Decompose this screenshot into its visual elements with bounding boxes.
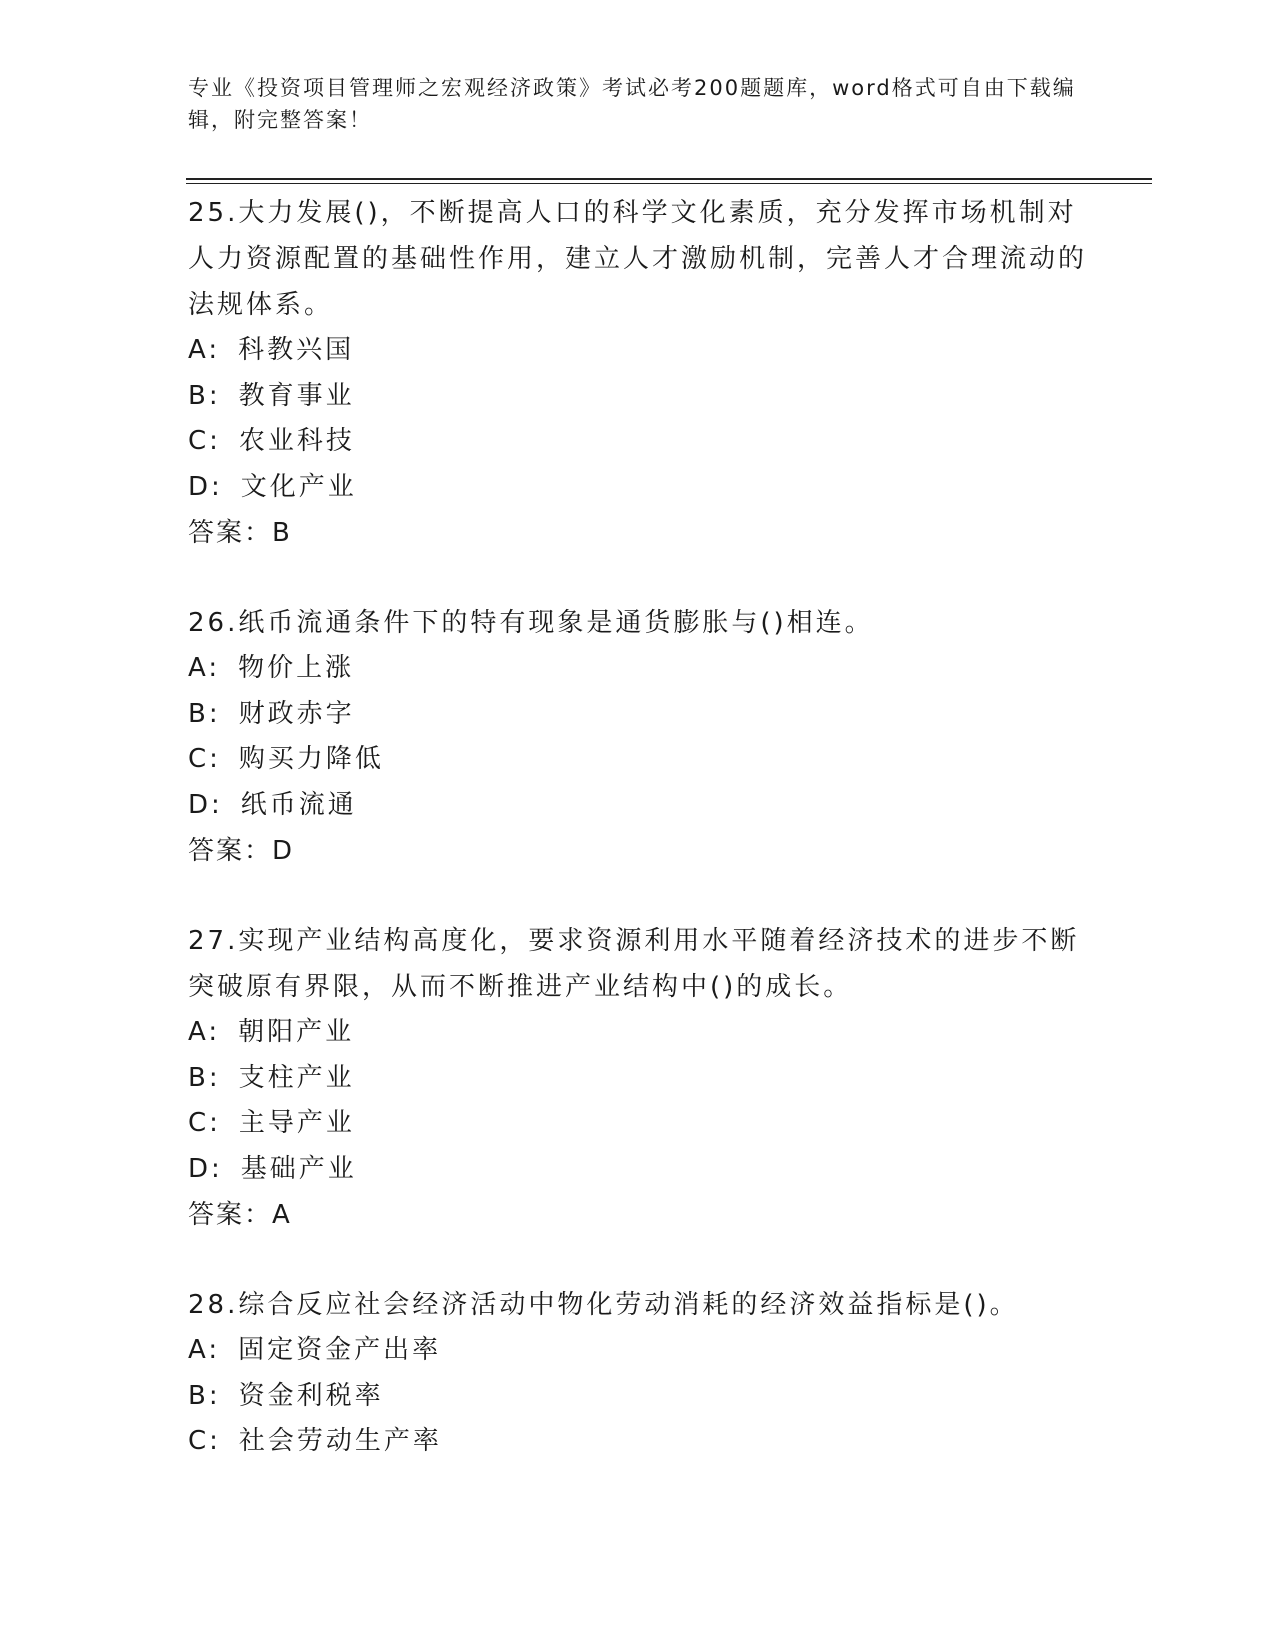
option-letter: A: [188, 653, 221, 683]
option-text: 资金利税率 [238, 1380, 384, 1411]
question-28 [188, 1282, 1088, 1465]
option-letter: A: [188, 1017, 221, 1047]
document-header: 专业《投资项目管理师之宏观经济政策》考试必考200题题库，word格式可自由下载编辑，附完整答案！ [188, 76, 1076, 132]
option-d [188, 1147, 1088, 1193]
answer-line: 答案：B [188, 518, 292, 548]
question-27 [188, 918, 1088, 1238]
option-letter: D: [188, 471, 223, 502]
option-letter: D: [188, 789, 223, 820]
option-text: 财政赤字 [238, 698, 355, 729]
option-letter: C: [188, 426, 221, 456]
option-d [188, 783, 1088, 829]
option-text: 固定资金产出率 [238, 1335, 442, 1365]
header-divider-thick [186, 178, 1152, 180]
option-text: 社会劳动生产率 [238, 1426, 442, 1456]
question-stem: 28.综合反应社会经济活动中物化劳动消耗的经济效益指标是()。 [188, 1290, 1019, 1320]
option-letter: A: [188, 1335, 221, 1365]
option-letter: C: [188, 1426, 221, 1456]
question-stem: 27.实现产业结构高度化，要求资源利用水平随着经济技术的进步不断突破原有界限，从而不断推进产业结构中()的成长。 [188, 926, 1080, 1002]
option-letter: B: [188, 380, 221, 411]
question-list [188, 190, 1088, 1509]
option-letter: B: [188, 1062, 221, 1093]
option-text: 纸币流通 [240, 789, 357, 820]
option-text: 文化产业 [240, 471, 357, 502]
option-text: 物价上涨 [238, 653, 355, 683]
option-letter: C: [188, 744, 221, 774]
answer-line: 答案：D [188, 836, 295, 866]
option-a [188, 328, 1088, 374]
question-26 [188, 600, 1088, 874]
option-c [188, 1101, 1088, 1147]
header-divider-thin [186, 183, 1152, 184]
option-b [188, 374, 1088, 420]
option-b [188, 1374, 1088, 1420]
option-a [188, 1010, 1088, 1056]
option-b [188, 692, 1088, 738]
option-a [188, 646, 1088, 692]
option-c [188, 1419, 1088, 1465]
option-a [188, 1328, 1088, 1374]
option-letter: A: [188, 335, 221, 365]
option-text: 教育事业 [238, 380, 355, 411]
option-c [188, 737, 1088, 783]
option-text: 购买力降低 [238, 744, 384, 774]
question-stem: 25.大力发展()，不断提高人口的科学文化素质，充分发挥市场机制对人力资源配置的基础性作用，建立人才激励机制，完善人才合理流动的法规体系。 [188, 198, 1088, 320]
answer-line: 答案：A [188, 1200, 292, 1230]
option-text: 支柱产业 [238, 1062, 355, 1093]
option-letter: B: [188, 698, 221, 729]
option-letter: C: [188, 1108, 221, 1138]
option-c [188, 419, 1088, 465]
option-text: 朝阳产业 [238, 1017, 355, 1047]
option-letter: B: [188, 1380, 221, 1411]
option-b [188, 1056, 1088, 1102]
option-text: 基础产业 [240, 1153, 357, 1184]
option-text: 主导产业 [238, 1108, 355, 1138]
question-stem: 26.纸币流通条件下的特有现象是通货膨胀与()相连。 [188, 608, 874, 638]
question-25 [188, 190, 1088, 556]
option-letter: D: [188, 1153, 223, 1184]
option-d [188, 465, 1088, 511]
option-text: 科教兴国 [238, 335, 355, 365]
option-text: 农业科技 [238, 426, 355, 456]
